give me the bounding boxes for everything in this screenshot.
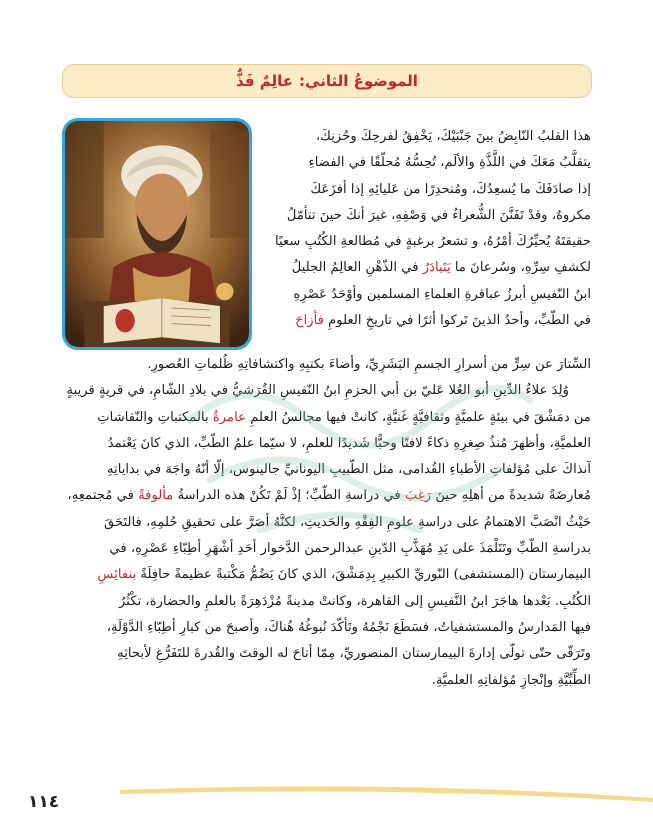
highlighted-keyword: فأزاحَ (295, 313, 324, 329)
intro-line: مكروهٌ، وقدْ تَفَنَّنَ الشُّعراءُ في وَصْفِهِ، غيرَ أنكَ حينَ تتأمّلُ (286, 207, 591, 223)
body-line: حَيْثُ انْصَبَّ الاهتمامُ على دراسةِ علومِ الفِقْهِ والحَديثِ، لكنَّهُ أصَرَّ على تحقيقِ حُلمِهِ، فالتَحَقَ (104, 514, 591, 530)
intro-line: ابنُ النّفيسِ أبرزُ عباقرةِ العلماءِ المسلمين وأوْحَدُ عَصْرِهِ (293, 286, 591, 302)
highlighted-keyword: رَغِبَ (404, 488, 432, 504)
highlighted-keyword: عامرةٌ (212, 409, 246, 425)
topic-title-bar (62, 64, 592, 98)
scholar-portrait (62, 118, 252, 350)
footer-decoration (0, 780, 653, 840)
page-number: ١١٤ (28, 792, 60, 812)
intro-line: حقيقتَهُ يُحيِّرُكَ أمْرُهُ، و تشعرُ برغبةٍ في مُطالعةِ الكُتُبِ سعيًا (274, 234, 591, 250)
body-line: الطِّبِّيَّةِ وإنْجازِ مُؤلفاتِهِ العلميَّةِ. (431, 672, 591, 688)
body-line: آنذاكَ على مُؤلفاتِ الأطباءِ القُدامى، مثل الطّبيبِ اليونانيِّ جالينوس، إلّا أنّهُ واجَهَ في بداياتِهِ (106, 462, 591, 478)
topic-name: عالِمٌ فَذٌّ (236, 72, 294, 90)
topic-prefix: الموضوعُ الثاني: (299, 72, 418, 90)
scholar-portrait-icon (65, 121, 249, 347)
body-line: وُلِدَ علاءُ الدِّينِ أبو العُلا عَليّ بن أبي الحزمِ ابنُ النّفيسِ القُرَشيُّ في بلادِ الشّامِ، في قريةٍ قريبةٍ (66, 383, 569, 399)
body-line: البيمارستان (المستشفى) النّوريِّ الكبيرِ بِدِمَشْقَ، الذي كانَ يَضُمُّ مَكْتبةً عظيمةً حافِلَةً بنفائِسِ (97, 567, 591, 583)
body-line: مُعارضَةً شديدةً من أهلِهِ حينَ رَغِبَ في دراسةِ الطّبِّ؛ إذْ لَمْ تَكُنْ هذه الدراسةُ مألوفةً في مُجتمعِهِ، (67, 488, 591, 504)
body-paragraph (61, 352, 591, 694)
body-line: السِّتارَ عن سِرٍّ من أسرارِ الجسمِ البَشَرِيِّ، وأضاءَ بكتبِهِ واكتشافاتِهِ ظُلماتِ العُصورِ. (147, 357, 591, 372)
intro-line: يتقلَّبُ مَعَكَ في اللَّذَّةِ والألَم، تُحِسُّهُ مُحلّقًا في الفضاءِ (308, 155, 591, 171)
body-line: فيها المَدارسُ والمستشفياتُ، فسَطَعَ نَجْمُهُ وتَأكّدَ نُبوغُهُ هُناكَ، وأصبحَ من كبارِ أطِبّاءِ الدَّوْلَةِ، (106, 619, 591, 635)
intro-paragraph (256, 124, 591, 334)
body-line: العلميَّةِ، وأظهرَ مُنذُ صِغرِهِ ذكاءً لافتًا وحبًّا شَديدًا للعلمِ، لا سيّما علمُ الطّبِّ، الذي كانَ يَعْتمدُ (107, 435, 591, 451)
intro-line: هذا القلبُ النّابِضُ بينَ جَنْبَيْكَ، يَخْفِقُ لفرحِكَ وحُزنِكَ، (315, 129, 591, 144)
highlighted-keyword: يَتَبادَرُ (422, 260, 451, 276)
highlighted-keyword: مألوفةً (138, 488, 174, 504)
body-line: بدراسةِ الطّبِّ وتَتَلْمَذَ على يَدِ مُهَذَّبِ الدّينِ عبدالرحمن الدَّخوار أحَدِ أشْهَرِ أطِبّاءِ عَصْرِهِ، في (109, 541, 591, 557)
intro-line: لكشفِ سِرِّهِ، وسُرعانَ ما يَتَبادَرُ في الذّهْنِ العالِمُ الجليلُ (291, 260, 591, 276)
body-line: الكُتُبِ. بَعْدها هاجَرَ ابنُ النَّفيسِ إلى القاهرة، وكانتْ مدينةً مُزْدَهِرَةً بالعلمِ والحضارة، تكْثُرُ (119, 593, 591, 609)
intro-line: في الطّبِّ، وأحدُ الذينَ تَركوا أثرًا في تاريخِ العلومِ فأزاحَ (295, 313, 591, 329)
body-line: من دمَشْقَ في بيئةٍ علميَّةٍ وثقافيَّةٍ غَنيَّةٍ، كانتْ فيها مجالسُ العلمِ عامرةٌ بالمكتباتِ والنّقاشاتِ (97, 409, 591, 425)
intro-line: إذا صادَفَكَ ما يُسعِدُكَ، ومُنحدِرًا من عَليائِهِ إذا أفزَعَكَ (310, 181, 591, 197)
highlighted-keyword: بنفائِسِ (97, 567, 137, 583)
body-line: وتَرَقّى حتّى تولّى إدارةَ البيمارستان المنصوريِّ، مِمّا أتاحَ له الوقتَ والقُدرةَ للتَفَرُّغِ لأبحاثِهِ (117, 646, 591, 662)
